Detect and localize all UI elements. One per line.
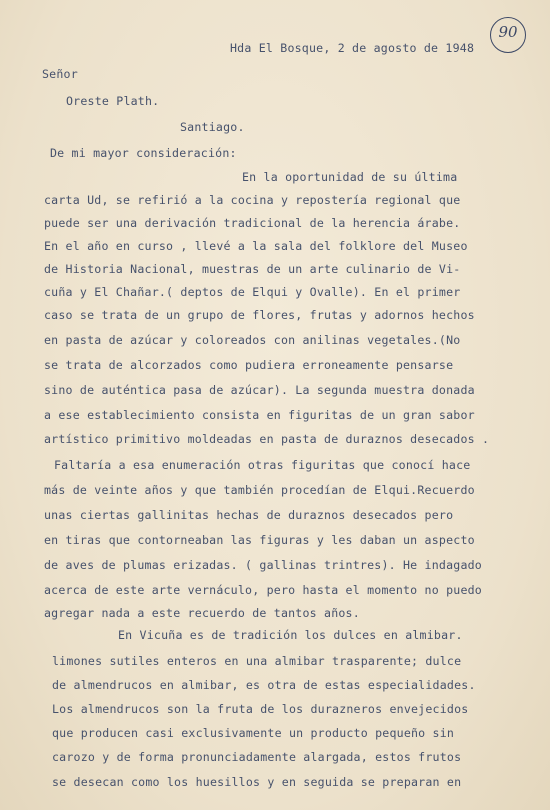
body-line: más de veinte años y que también procedían de Elqui.Recuerdo bbox=[44, 483, 475, 497]
recipient-city: Santiago. bbox=[180, 120, 245, 134]
body-line: En la oportunidad de su última bbox=[242, 170, 458, 184]
body-line: sino de auténtica pasa de azúcar). La segunda muestra donada bbox=[44, 383, 475, 397]
body-line: En Vicuña es de tradición los dulces en almibar. bbox=[118, 628, 463, 642]
body-line: carta Ud, se refirió a la cocina y repostería regional que bbox=[44, 193, 461, 207]
body-line: artístico primitivo moldeadas en pasta de duraznos desecados . bbox=[44, 432, 490, 446]
body-line: de almendrucos en almibar, es otra de estas especialidades. bbox=[52, 678, 476, 692]
body-line: puede ser una derivación tradicional de la herencia árabe. bbox=[44, 216, 461, 230]
body-line: acerca de este arte vernáculo, pero hasta el momento no puedo bbox=[44, 583, 482, 597]
body-line: Los almendrucos son la fruta de los durazneros envejecidos bbox=[52, 702, 469, 716]
body-line: Faltaría a esa enumeración otras figuritas que conocí hace bbox=[54, 458, 471, 472]
body-line: unas ciertas gallinitas hechas de duraznos desecados pero bbox=[44, 508, 454, 522]
date-line: Hda El Bosque, 2 de agosto de 1948 bbox=[230, 41, 475, 55]
body-line: de Historia Nacional, muestras de un arte culinario de Vi- bbox=[44, 262, 461, 276]
body-line: cuña y El Chañar.( deptos de Elqui y Ovalle). En el primer bbox=[44, 285, 461, 299]
greeting: De mi mayor consideración: bbox=[50, 146, 237, 160]
page-number: 90 bbox=[498, 23, 518, 41]
body-line: caso se trata de un grupo de flores, frutas y adornos hechos bbox=[44, 308, 475, 322]
body-line: En el año en curso , llevé a la sala del folklore del Museo bbox=[44, 239, 468, 253]
body-line: en tiras que contorneaban las figuras y les daban un aspecto bbox=[44, 533, 475, 547]
body-line: de aves de plumas erizadas. ( gallinas trintres). He indagado bbox=[44, 558, 482, 572]
salutation-title: Señor bbox=[42, 67, 78, 81]
body-line: limones sutiles enteros en una almibar trasparente; dulce bbox=[52, 654, 462, 668]
body-line: se desecan como los huesillos y en seguida se preparan en bbox=[52, 775, 462, 789]
recipient-name: Oreste Plath. bbox=[66, 94, 160, 108]
body-line: carozo y de forma pronunciadamente alargada, estos frutos bbox=[52, 750, 462, 764]
body-line: en pasta de azúcar y coloreados con anilinas vegetales.(No bbox=[44, 333, 461, 347]
body-line: a ese establecimiento consista en figuritas de un gran sabor bbox=[44, 408, 475, 422]
body-line: se trata de alcorzados como pudiera erroneamente pensarse bbox=[44, 358, 454, 372]
body-line: agregar nada a este recuerdo de tantos años. bbox=[44, 606, 360, 620]
body-line: que producen casi exclusivamente un producto pequeño sin bbox=[52, 726, 455, 740]
